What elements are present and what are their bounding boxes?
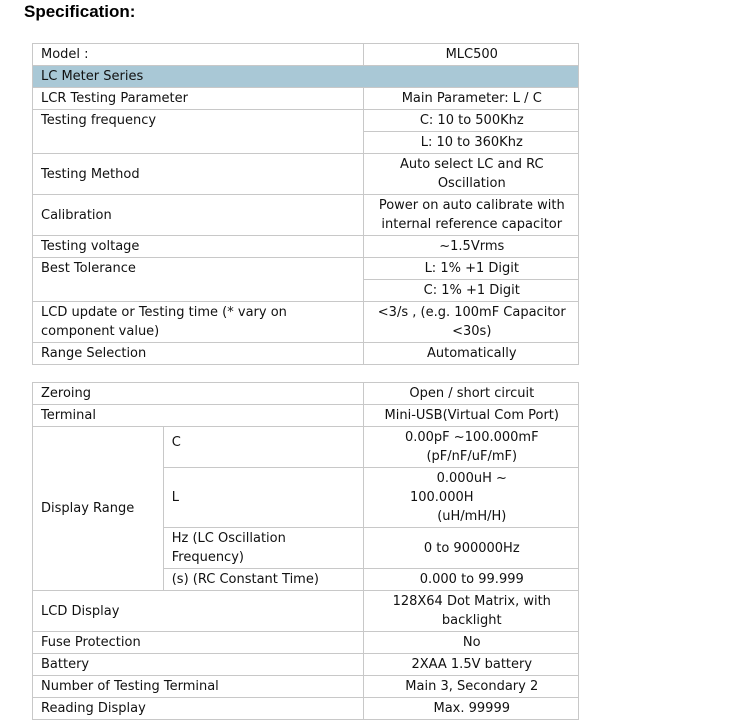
freq-value-c: C: 10 to 500Khz <box>363 110 578 132</box>
display-range-c-value-1: 0.00pF ~100.000mF <box>404 430 539 445</box>
reading-display-label: Reading Display <box>33 698 364 720</box>
display-range-hz-value: 0 to 900000Hz <box>363 528 578 569</box>
table-row <box>33 110 579 132</box>
display-range-label: Display Range <box>33 427 164 591</box>
series-header-row <box>33 66 579 88</box>
spacer-row <box>33 365 579 383</box>
lcd-update-label: LCD update or Testing time (* vary on component value) <box>33 302 364 343</box>
specification-table <box>32 43 579 720</box>
display-range-l-value-1: 0.000uH ~ <box>436 471 507 486</box>
table-row <box>33 154 579 195</box>
tolerance-value-c: C: 1% +1 Digit <box>363 280 578 302</box>
lcr-value: Main Parameter: L / C <box>363 88 578 110</box>
table-row <box>33 676 579 698</box>
display-range-c-label: C <box>163 427 363 468</box>
display-range-c-value <box>363 427 578 468</box>
range-selection-value: Automatically <box>363 343 578 365</box>
fuse-label: Fuse Protection <box>33 632 364 654</box>
model-label: Model : <box>33 44 364 66</box>
display-range-l-label: L <box>163 468 363 528</box>
display-range-s-label: (s) (RC Constant Time) <box>163 569 363 591</box>
terminal-label: Terminal <box>33 405 364 427</box>
freq-value-l: L: 10 to 360Khz <box>363 132 578 154</box>
table-row <box>33 632 579 654</box>
num-terminal-value: Main 3, Secondary 2 <box>363 676 578 698</box>
display-range-l-value <box>363 468 578 528</box>
display-range-l-value-2: 100.000H <box>409 490 474 505</box>
lcr-label: LCR Testing Parameter <box>33 88 364 110</box>
voltage-label: Testing voltage <box>33 236 364 258</box>
range-selection-label: Range Selection <box>33 343 364 365</box>
table-row <box>33 405 579 427</box>
tolerance-label: Best Tolerance <box>33 258 364 302</box>
method-value: Auto select LC and RC Oscillation <box>363 154 578 195</box>
display-range-c-value-2: (pF/nF/uF/mF) <box>426 449 518 464</box>
table-row <box>33 195 579 236</box>
calibration-value: Power on auto calibrate with internal reference capacitor <box>363 195 578 236</box>
series-label: LC Meter Series <box>33 66 579 88</box>
battery-value: 2XAA 1.5V battery <box>363 654 578 676</box>
table-row <box>33 591 579 632</box>
freq-label: Testing frequency <box>33 110 364 154</box>
lcd-update-value: <3/s , (e.g. 100mF Capacitor <30s) <box>363 302 578 343</box>
table-row <box>33 383 579 405</box>
display-range-s-value: 0.000 to 99.999 <box>363 569 578 591</box>
table-row <box>33 302 579 343</box>
battery-label: Battery <box>33 654 364 676</box>
lcd-display-value: 128X64 Dot Matrix, with backlight <box>363 591 578 632</box>
table-row <box>33 654 579 676</box>
display-range-hz-label: Hz (LC Oscillation Frequency) <box>163 528 363 569</box>
tolerance-value-l: L: 1% +1 Digit <box>363 258 578 280</box>
lcd-display-label: LCD Display <box>33 591 364 632</box>
fuse-value: No <box>363 632 578 654</box>
table-row <box>33 698 579 720</box>
num-terminal-label: Number of Testing Terminal <box>33 676 364 698</box>
reading-display-value: Max. 99999 <box>363 698 578 720</box>
zeroing-label: Zeroing <box>33 383 364 405</box>
voltage-value: ~1.5Vrms <box>363 236 578 258</box>
table-row <box>33 88 579 110</box>
calibration-label: Calibration <box>33 195 364 236</box>
page-title: Specification: <box>24 2 136 21</box>
terminal-value: Mini-USB(Virtual Com Port) <box>363 405 578 427</box>
table-row <box>33 236 579 258</box>
table-row <box>33 427 579 468</box>
table-row <box>33 343 579 365</box>
display-range-l-value-3: (uH/mH/H) <box>437 509 507 524</box>
model-value: MLC500 <box>363 44 578 66</box>
method-label: Testing Method <box>33 154 364 195</box>
table-row <box>33 44 579 66</box>
zeroing-value: Open / short circuit <box>363 383 578 405</box>
table-row <box>33 258 579 280</box>
